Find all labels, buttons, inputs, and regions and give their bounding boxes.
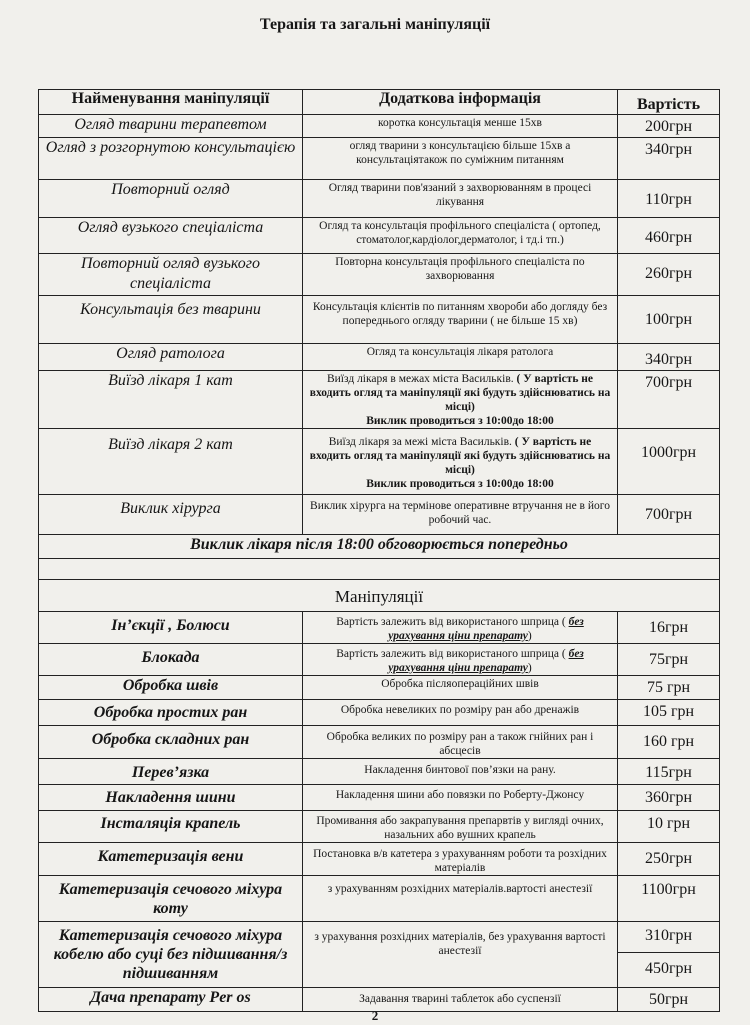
row-price: 75грн bbox=[618, 644, 720, 676]
row-info: Задавання тварині таблеток або суспензії bbox=[303, 988, 618, 1012]
info-text: Виїзд лікаря за межі міста Васильків. bbox=[328, 436, 512, 448]
table-row bbox=[39, 700, 720, 726]
row-price: 260грн bbox=[618, 254, 720, 296]
table-row bbox=[39, 759, 720, 785]
row-info bbox=[303, 371, 618, 429]
row-price bbox=[618, 922, 720, 988]
header-info: Додаткова інформація bbox=[303, 90, 618, 115]
row-info bbox=[303, 612, 618, 644]
row-info: коротка консультація менше 15хв bbox=[303, 115, 618, 138]
row-name: Огляд ратолога bbox=[39, 344, 303, 371]
table-row bbox=[39, 138, 720, 180]
row-info: Промивання або закрапування препарвтів у вигляді очних, назальних або вушних крапель bbox=[303, 811, 618, 843]
row-price: 10 грн bbox=[618, 811, 720, 843]
header-name: Найменування маніпуляції bbox=[39, 90, 303, 115]
note-row bbox=[39, 535, 720, 559]
row-price: 200грн bbox=[618, 115, 720, 138]
section-title: Маніпуляції bbox=[39, 580, 720, 612]
row-price: 460грн bbox=[618, 218, 720, 254]
row-name: Перев’язка bbox=[39, 759, 303, 785]
header-row bbox=[39, 90, 720, 115]
info-note: без урахування ціни препарату bbox=[388, 648, 584, 674]
row-name: Виїзд лікаря 1 кат bbox=[39, 371, 303, 429]
info-close: ) bbox=[527, 630, 532, 642]
row-info: з урахування розхідних матеріалів, без урахування вартості анестезії bbox=[303, 922, 618, 988]
table-row bbox=[39, 115, 720, 138]
row-info: Обробка великих по розміру ран а також гнійних ран і абсцесів bbox=[303, 726, 618, 759]
table-row bbox=[39, 811, 720, 843]
row-price: 340грн bbox=[618, 138, 720, 180]
table-row bbox=[39, 371, 720, 429]
info-close: ) bbox=[527, 662, 532, 674]
row-price: 16грн bbox=[618, 612, 720, 644]
info-note: без урахування ціни препарату bbox=[388, 616, 584, 642]
row-price: 360грн bbox=[618, 785, 720, 811]
info-text: Вартість залежить від використаного шприца ( bbox=[336, 616, 569, 628]
row-info: Виклик хірурга на термінове оперативне втручання не в його робочий час. bbox=[303, 495, 618, 535]
row-name: Консультація без тварини bbox=[39, 296, 303, 344]
table-row bbox=[39, 218, 720, 254]
table-row bbox=[39, 429, 720, 495]
row-name: Повторний огляд вузького спеціаліста bbox=[39, 254, 303, 296]
table-row bbox=[39, 344, 720, 371]
row-info: Консультація клієнтів по питанням хвороби або догляду без попереднього огляду тварини ( не більше 15 хв) bbox=[303, 296, 618, 344]
row-price: 1100грн bbox=[618, 876, 720, 922]
info-text: Вартість залежить від використаного шприца ( bbox=[336, 648, 569, 660]
row-name: Катетеризація вени bbox=[39, 843, 303, 876]
section-row bbox=[39, 580, 720, 612]
table-row bbox=[39, 922, 720, 988]
row-name: Блокада bbox=[39, 644, 303, 676]
row-name: Катетеризація сечового міхура кобелю або суці без підшивання/з підшиванням bbox=[39, 922, 303, 988]
page-title: Терапія та загальні маніпуляції bbox=[259, 16, 491, 33]
row-price: 1000грн bbox=[618, 429, 720, 495]
row-info: Повторна консультація профільного спеціаліста по захворювання bbox=[303, 254, 618, 296]
row-price: 110грн bbox=[618, 180, 720, 218]
row-info bbox=[303, 644, 618, 676]
row-name: Інсталяція крапель bbox=[39, 811, 303, 843]
row-info: Огляд та консультація профільного спеціаліста ( ортопед, стоматолог,кардіолог,дерматолог, і тд.і тп.) bbox=[303, 218, 618, 254]
row-info: Обробка невеликих по розміру ран або дренажів bbox=[303, 700, 618, 726]
table-row bbox=[39, 785, 720, 811]
row-info: огляд тварини з консультацією більше 15хв а консультаціятакож по суміжним питанням bbox=[303, 138, 618, 180]
row-name: Ін’єкції , Болюси bbox=[39, 612, 303, 644]
row-info: Накладення бинтової пов’язки на рану. bbox=[303, 759, 618, 785]
row-name: Огляд тварини терапевтом bbox=[39, 115, 303, 138]
row-info bbox=[303, 429, 618, 495]
price-table bbox=[38, 89, 720, 1012]
price-with-suture: 450грн bbox=[618, 952, 719, 979]
table-row bbox=[39, 495, 720, 535]
row-price: 105 грн bbox=[618, 700, 720, 726]
row-info: з урахуванням розхідних матеріалів.вартості анестезії bbox=[303, 876, 618, 922]
row-info: Огляд та консультація лікаря ратолога bbox=[303, 344, 618, 371]
table-row bbox=[39, 254, 720, 296]
row-info: Накладення шини або повязки по Роберту-Джонсу bbox=[303, 785, 618, 811]
price-without-suture: 310грн bbox=[644, 927, 693, 944]
row-price: 75 грн bbox=[618, 676, 720, 700]
table-row bbox=[39, 296, 720, 344]
table-row bbox=[39, 644, 720, 676]
table-row bbox=[39, 726, 720, 759]
row-name: Накладення шини bbox=[39, 785, 303, 811]
row-name: Виїзд лікаря 2 кат bbox=[39, 429, 303, 495]
row-name: Виклик хірурга bbox=[39, 495, 303, 535]
row-price: 700грн bbox=[618, 371, 720, 429]
row-name: Повторний огляд bbox=[39, 180, 303, 218]
row-info: Обробка післяопераційних швів bbox=[303, 676, 618, 700]
row-price: 160 грн bbox=[618, 726, 720, 759]
row-price: 100грн bbox=[618, 296, 720, 344]
row-name: Огляд з розгорнутою консультацією bbox=[39, 138, 303, 180]
row-info: Постановка в/в катетера з урахуванням роботи та розхідних матеріалів bbox=[303, 843, 618, 876]
row-price: 700грн bbox=[618, 495, 720, 535]
row-name: Катетеризація сечового міхура коту bbox=[39, 876, 303, 922]
table-row bbox=[39, 180, 720, 218]
row-name: Дача препарату Per os bbox=[39, 988, 303, 1012]
blank-cell bbox=[39, 559, 720, 580]
row-name: Обробка простих ран bbox=[39, 700, 303, 726]
table-row bbox=[39, 876, 720, 922]
row-price: 250грн bbox=[618, 843, 720, 876]
blank-row bbox=[39, 559, 720, 580]
row-info: Огляд тварини пов'язаний з захворюванням в процесі лікування bbox=[303, 180, 618, 218]
info-hours: Виклик проводиться з 10:00до 18:00 bbox=[366, 415, 554, 427]
table-row bbox=[39, 612, 720, 644]
page-number: 2 bbox=[371, 1008, 379, 1023]
table-row bbox=[39, 676, 720, 700]
row-name: Обробка складних ран bbox=[39, 726, 303, 759]
info-note: ( У вартість не входить огляд та маніпуляції які будуть здійснюватись на місці) bbox=[309, 436, 611, 476]
row-name: Огляд вузького спеціаліста bbox=[39, 218, 303, 254]
row-price: 340грн bbox=[618, 344, 720, 371]
evening-call-note: Виклик лікаря після 18:00 обговорюється попередньо bbox=[39, 535, 720, 559]
header-price: Вартість bbox=[618, 90, 720, 115]
row-price: 50грн bbox=[618, 988, 720, 1012]
table-row bbox=[39, 843, 720, 876]
row-price: 115грн bbox=[618, 759, 720, 785]
info-text: Виїзд лікаря в межах міста Васильків. bbox=[326, 373, 514, 385]
row-name: Обробка швів bbox=[39, 676, 303, 700]
info-note: ( У вартість не входить огляд та маніпуляції які будуть здійснюватись на місці) bbox=[309, 373, 611, 413]
info-hours: Виклик проводиться з 10:00до 18:00 bbox=[366, 478, 554, 490]
